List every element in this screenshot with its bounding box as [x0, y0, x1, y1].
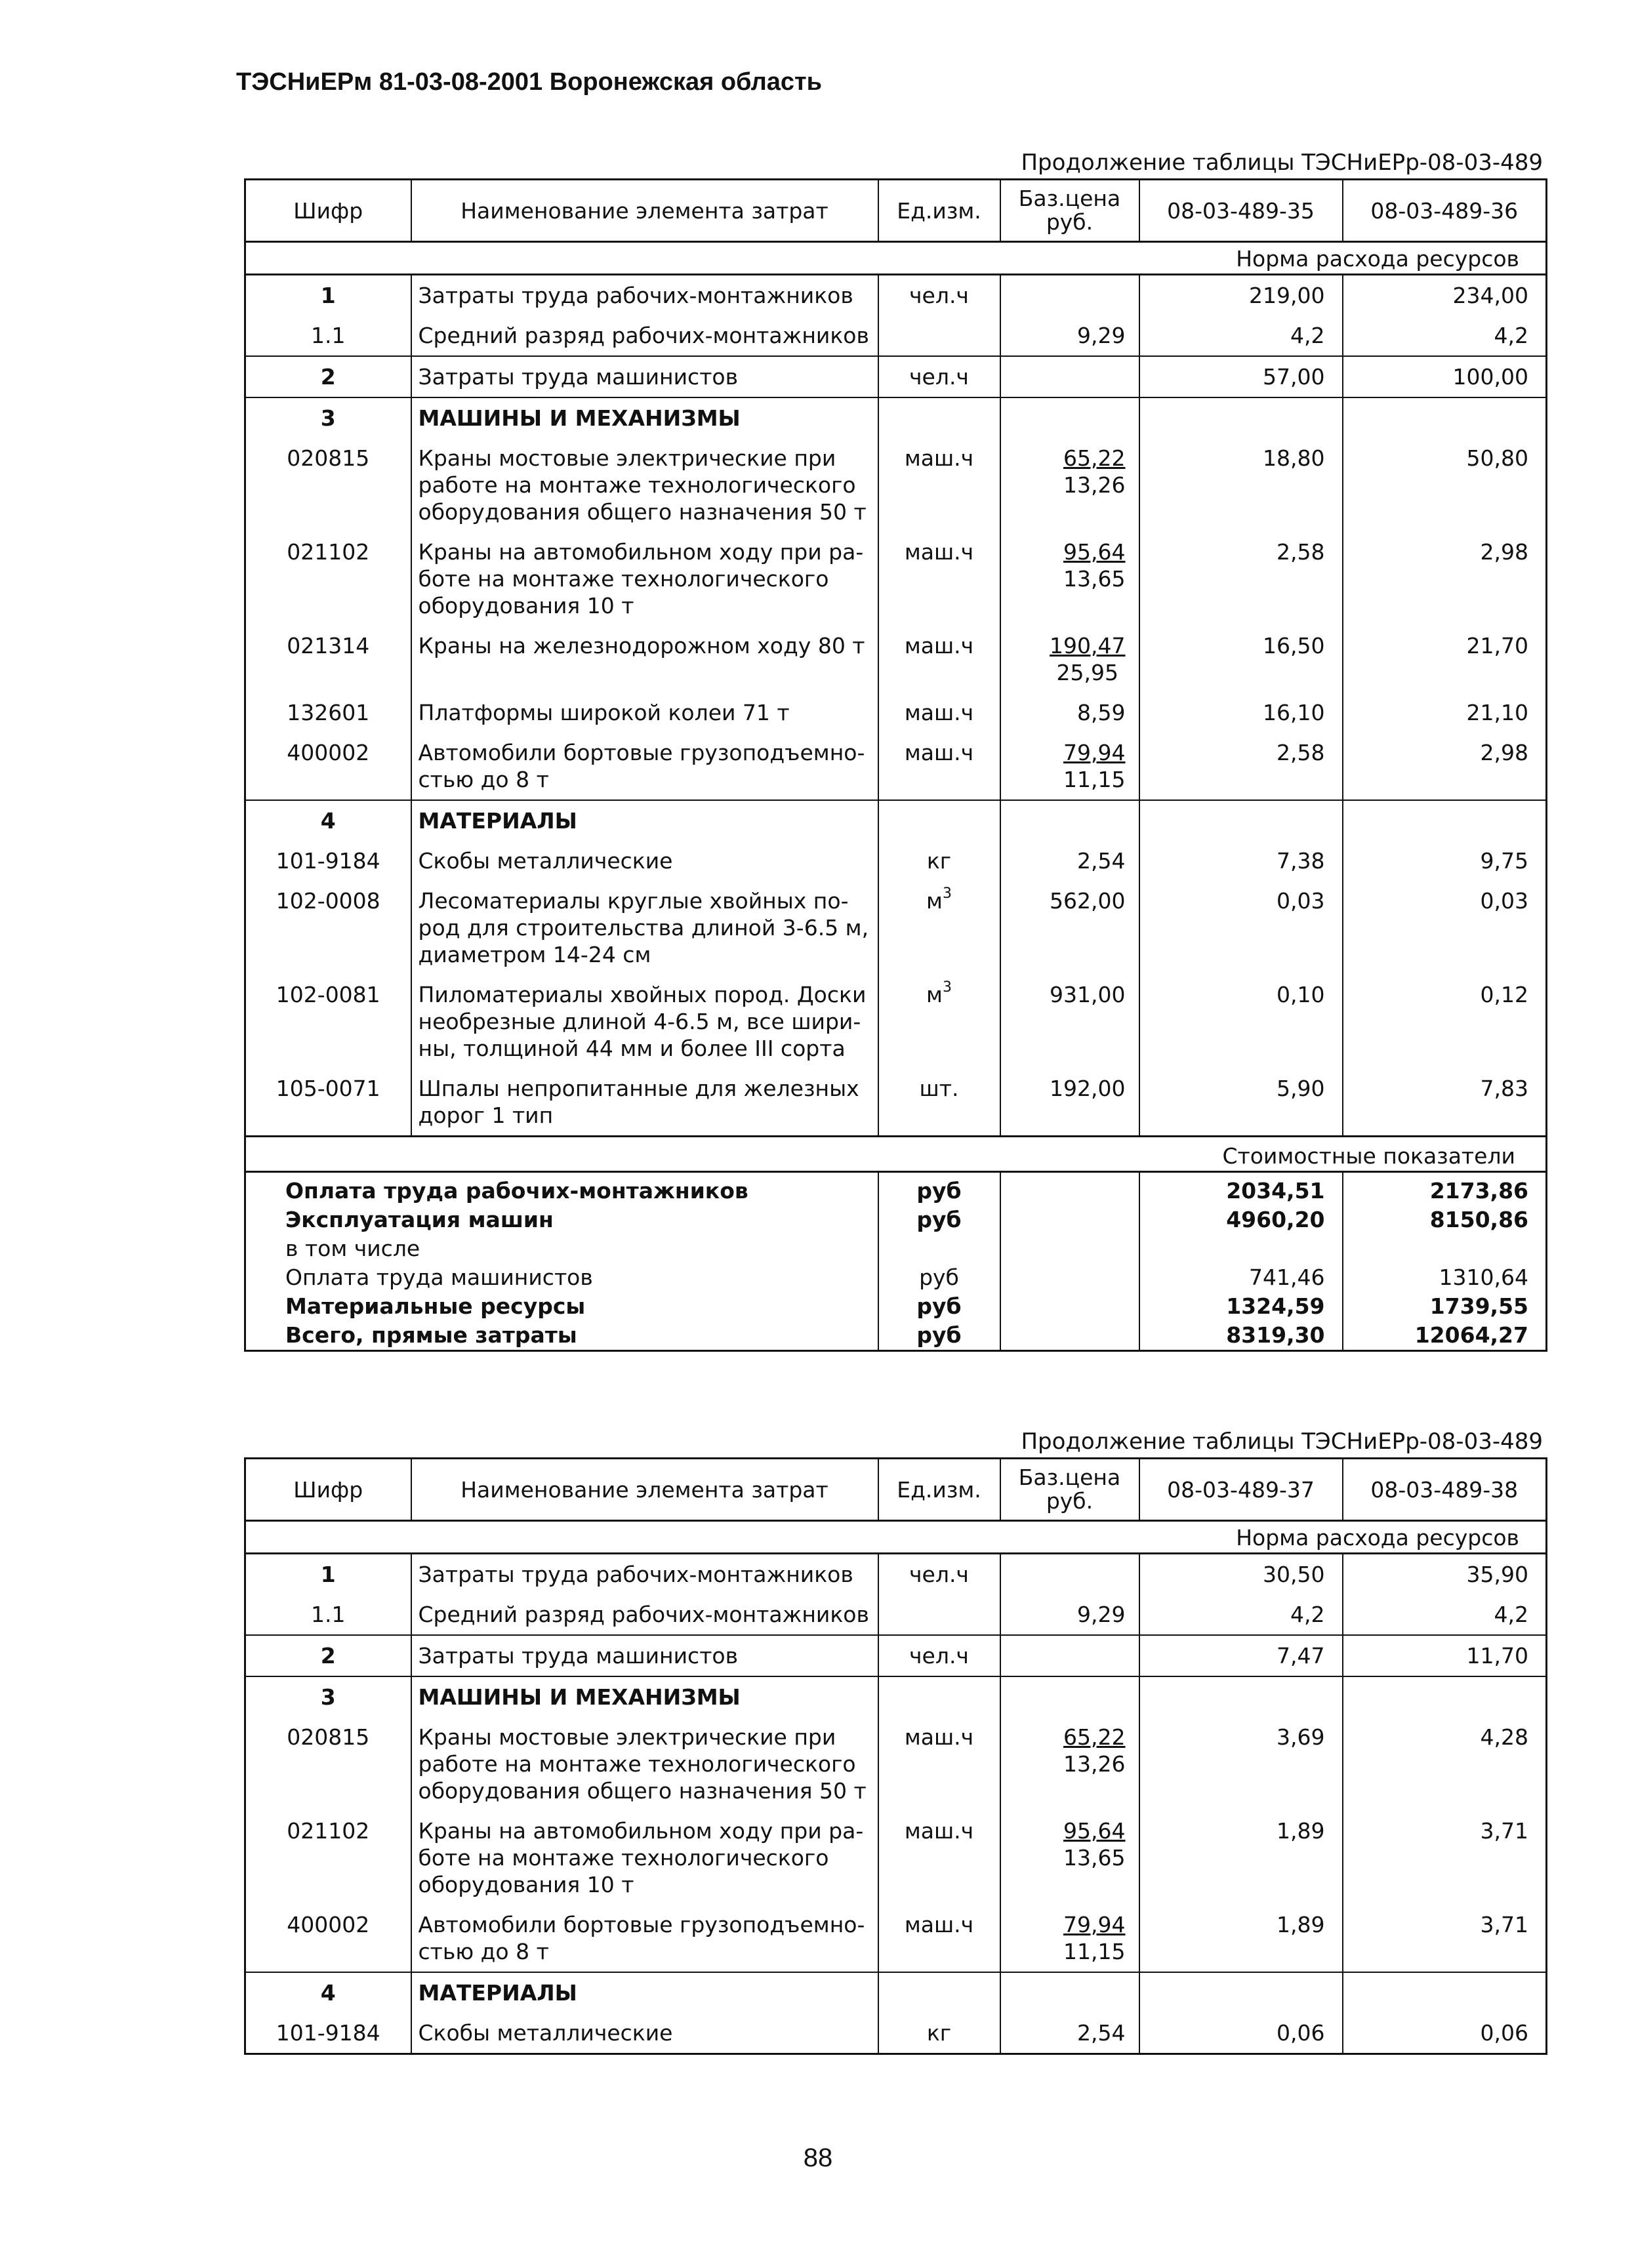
- column-header-norm-b: 08-03-489-38: [1343, 1459, 1547, 1521]
- row-code: 1.1: [245, 315, 411, 356]
- empty-cell: [1000, 1676, 1139, 1717]
- row-name: Лесоматериалы круглые хвойных по- род для строительства длиной 3-6.5 м, диаметром 14-24 см: [411, 881, 878, 975]
- norm-value-a: 2,58: [1139, 532, 1343, 626]
- cost-unit: руб: [878, 1172, 1000, 1206]
- cost-unit: руб: [878, 1292, 1000, 1321]
- norm-value-b: 0,06: [1343, 2013, 1547, 2054]
- price-total: 65,22: [1063, 445, 1126, 471]
- cost-row: [245, 1321, 1547, 1351]
- row-price: [1000, 356, 1139, 397]
- unit-text: кг: [926, 2020, 952, 2046]
- price-wage: 13,65: [1063, 1845, 1126, 1871]
- table-header-row: [245, 1459, 1547, 1521]
- column-header-norm-a: 08-03-489-37: [1139, 1459, 1343, 1521]
- row-name: Скобы металлические: [411, 2013, 878, 2054]
- empty-cell: [1000, 1234, 1139, 1263]
- row-name: Средний разряд рабочих-монтажников: [411, 315, 878, 356]
- empty-cell: [1000, 397, 1139, 438]
- unit-text: чел.ч: [909, 1643, 969, 1669]
- section-subheader-row: [245, 1521, 1547, 1554]
- norm-value-a: 18,80: [1139, 438, 1343, 532]
- row-price: [1000, 315, 1139, 356]
- price-wage: 11,15: [1063, 767, 1126, 792]
- column-header-code: Шифр: [245, 180, 411, 242]
- norm-value-b: 2,98: [1343, 532, 1547, 626]
- norm-value-b: 4,2: [1343, 315, 1547, 356]
- row-code: 101-9184: [245, 2013, 411, 2054]
- empty-cell: [1139, 397, 1343, 438]
- row-price: [1000, 2013, 1139, 2054]
- norm-value-a: 4,2: [1139, 315, 1343, 356]
- norm-table-1: [244, 178, 1547, 1352]
- norm-value-b: 11,70: [1343, 1635, 1547, 1676]
- row-code: 021102: [245, 1811, 411, 1905]
- price-wage: 13,26: [1063, 1751, 1126, 1777]
- column-header-name: Наименование элемента затрат: [411, 180, 878, 242]
- price-fraction: [1063, 1817, 1125, 1871]
- table-row: [245, 975, 1547, 1068]
- row-price: [1000, 975, 1139, 1068]
- column-header-price: [1000, 180, 1139, 242]
- table-row: [245, 1068, 1547, 1137]
- row-price: [1000, 1594, 1139, 1635]
- row-code: 105-0071: [245, 1068, 411, 1137]
- table-row: [245, 532, 1547, 626]
- row-code: 020815: [245, 1717, 411, 1811]
- empty-cell: [1343, 800, 1547, 841]
- empty-cell: [1000, 1292, 1139, 1321]
- resource-norm-subheader: Норма расхода ресурсов: [245, 242, 1547, 275]
- column-header-name: Наименование элемента затрат: [411, 1459, 878, 1521]
- row-unit: [878, 1554, 1000, 1595]
- empty-cell: [1000, 1972, 1139, 2013]
- cost-value-a: 2034,51: [1139, 1172, 1343, 1206]
- table-row: [245, 800, 1547, 841]
- section-title: МАШИНЫ И МЕХАНИЗМЫ: [411, 397, 878, 438]
- row-price: [1000, 1635, 1139, 1676]
- row-unit: [878, 1811, 1000, 1905]
- cost-name: Материальные ресурсы: [245, 1292, 878, 1321]
- table-row: [245, 626, 1547, 693]
- table-row: [245, 356, 1547, 397]
- empty-cell: [878, 397, 1000, 438]
- column-header-unit: Ед.изм.: [878, 1459, 1000, 1521]
- cost-row: [245, 1172, 1547, 1206]
- norm-table-2: [244, 1457, 1547, 2055]
- table-caption: Продолжение таблицы ТЭСНиЕРр-08-03-489: [1021, 150, 1543, 176]
- cost-row: [245, 1205, 1547, 1234]
- cost-subheader-row: [245, 1137, 1547, 1172]
- norm-value-b: 2,98: [1343, 733, 1547, 800]
- empty-cell: [878, 1676, 1000, 1717]
- cost-name: Всего, прямые затраты: [245, 1321, 878, 1351]
- table-body: [245, 1554, 1547, 2054]
- row-price: [1000, 1717, 1139, 1811]
- price-header-line2: руб.: [1046, 209, 1094, 235]
- norm-value-b: 0,12: [1343, 975, 1547, 1068]
- column-header-norm-a: 08-03-489-35: [1139, 180, 1343, 242]
- price-fraction: [1063, 538, 1125, 592]
- norm-value-a: 30,50: [1139, 1554, 1343, 1595]
- column-header-unit: Ед.изм.: [878, 180, 1000, 242]
- cost-unit: [878, 1234, 1000, 1263]
- unit-exponent: 3: [942, 885, 952, 902]
- norm-value-b: 4,2: [1343, 1594, 1547, 1635]
- row-code: 400002: [245, 733, 411, 800]
- norm-value-a: 3,69: [1139, 1717, 1343, 1811]
- row-unit: [878, 356, 1000, 397]
- unit-text: чел.ч: [909, 1562, 969, 1587]
- cost-value-b: 8150,86: [1343, 1205, 1547, 1234]
- table-row: [245, 733, 1547, 800]
- norm-value-a: 7,38: [1139, 841, 1343, 881]
- price-wage: 11,15: [1063, 1939, 1126, 1964]
- row-price: [1000, 1554, 1139, 1595]
- cost-row: [245, 1292, 1547, 1321]
- price-value: 2,54: [1077, 2020, 1126, 2046]
- empty-cell: [1000, 1172, 1139, 1206]
- empty-cell: [1000, 800, 1139, 841]
- row-name: Автомобили бортовые грузоподъемно- стью до 8 т: [411, 1905, 878, 1972]
- table-row: [245, 275, 1547, 316]
- empty-cell: [878, 800, 1000, 841]
- row-price: [1000, 438, 1139, 532]
- row-name: Пиломатериалы хвойных пород. Доски необрезные длиной 4-6.5 м, все шири- ны, толщиной 44 мм и более III сорта: [411, 975, 878, 1068]
- table-row: [245, 1811, 1547, 1905]
- norm-value-a: 57,00: [1139, 356, 1343, 397]
- norm-value-a: 7,47: [1139, 1635, 1343, 1676]
- norm-value-b: 7,83: [1343, 1068, 1547, 1137]
- empty-cell: [1343, 397, 1547, 438]
- cost-value-b: 1739,55: [1343, 1292, 1547, 1321]
- empty-cell: [1000, 1321, 1139, 1351]
- cost-value-b: 2173,86: [1343, 1172, 1547, 1206]
- row-price: [1000, 1905, 1139, 1972]
- cost-value-b: 1310,64: [1343, 1263, 1547, 1292]
- norm-value-b: 234,00: [1343, 275, 1547, 316]
- cost-name: в том числе: [245, 1234, 878, 1263]
- unit-text: маш.ч: [904, 445, 974, 471]
- row-unit: [878, 275, 1000, 316]
- row-name: Краны на автомобильном ходу при ра- боте на монтаже технологического оборудования 10 т: [411, 1811, 878, 1905]
- norm-value-b: 35,90: [1343, 1554, 1547, 1595]
- row-unit: [878, 733, 1000, 800]
- row-code: 102-0008: [245, 881, 411, 975]
- column-header-price: [1000, 1459, 1139, 1521]
- cost-row: [245, 1234, 1547, 1263]
- section-subheader-row: [245, 242, 1547, 275]
- row-price: [1000, 275, 1139, 316]
- cost-row: [245, 1263, 1547, 1292]
- cost-value-a: [1139, 1234, 1343, 1263]
- row-unit: [878, 1717, 1000, 1811]
- empty-cell: [878, 1972, 1000, 2013]
- cost-value-a: 8319,30: [1139, 1321, 1343, 1351]
- row-unit: [878, 975, 1000, 1068]
- row-unit: [878, 1635, 1000, 1676]
- row-unit: [878, 626, 1000, 693]
- table-body: [245, 275, 1547, 1137]
- price-fraction: [1063, 739, 1125, 793]
- norm-value-a: 0,03: [1139, 881, 1343, 975]
- table-row: [245, 1972, 1547, 2013]
- cost-name: Эксплуатация машин: [245, 1205, 878, 1234]
- column-header-norm-b: 08-03-489-36: [1343, 180, 1547, 242]
- table-row: [245, 1635, 1547, 1676]
- row-price: [1000, 693, 1139, 733]
- empty-cell: [1139, 1676, 1343, 1717]
- norm-value-a: 16,50: [1139, 626, 1343, 693]
- row-code: 021102: [245, 532, 411, 626]
- table-row: [245, 1717, 1547, 1811]
- row-unit: [878, 693, 1000, 733]
- row-unit: [878, 1594, 1000, 1635]
- row-unit: [878, 1905, 1000, 1972]
- table-caption: Продолжение таблицы ТЭСНиЕРр-08-03-489: [1021, 1428, 1543, 1455]
- table-row: [245, 438, 1547, 532]
- unit-exponent: 3: [942, 979, 952, 996]
- price-fraction: [1063, 1911, 1125, 1965]
- row-unit: [878, 881, 1000, 975]
- section-title: МАШИНЫ И МЕХАНИЗМЫ: [411, 1676, 878, 1717]
- empty-cell: [1139, 1972, 1343, 2013]
- row-name: Затраты труда машинистов: [411, 1635, 878, 1676]
- row-code: 2: [245, 356, 411, 397]
- row-price: [1000, 733, 1139, 800]
- row-name: Средний разряд рабочих-монтажников: [411, 1594, 878, 1635]
- norm-value-a: 0,10: [1139, 975, 1343, 1068]
- unit-text: маш.ч: [904, 539, 974, 565]
- unit-text: маш.ч: [904, 740, 974, 765]
- unit-text: чел.ч: [909, 283, 969, 308]
- norm-value-b: 3,71: [1343, 1811, 1547, 1905]
- norm-value-a: 219,00: [1139, 275, 1343, 316]
- table-row: [245, 881, 1547, 975]
- norm-value-b: 50,80: [1343, 438, 1547, 532]
- unit-text: шт.: [919, 1076, 959, 1101]
- norm-value-a: 16,10: [1139, 693, 1343, 733]
- norm-value-a: 5,90: [1139, 1068, 1343, 1137]
- row-name: Автомобили бортовые грузоподъемно- стью до 8 т: [411, 733, 878, 800]
- norm-value-a: 1,89: [1139, 1905, 1343, 1972]
- norm-value-a: 0,06: [1139, 2013, 1343, 2054]
- price-value: 8,59: [1077, 700, 1126, 725]
- cost-indicators-subheader: Стоимостные показатели: [245, 1137, 1547, 1172]
- row-price: [1000, 1068, 1139, 1137]
- row-code: 101-9184: [245, 841, 411, 881]
- row-unit: [878, 532, 1000, 626]
- row-name: Скобы металлические: [411, 841, 878, 881]
- price-value: 9,29: [1077, 1602, 1126, 1627]
- row-code: 1: [245, 275, 411, 316]
- price-value: 562,00: [1050, 888, 1126, 914]
- cost-value-a: 4960,20: [1139, 1205, 1343, 1234]
- price-total: 95,64: [1063, 539, 1126, 565]
- row-name: Краны на железнодорожном ходу 80 т: [411, 626, 878, 693]
- norm-value-b: 3,71: [1343, 1905, 1547, 1972]
- price-value: 192,00: [1050, 1076, 1126, 1101]
- cost-unit: руб: [878, 1321, 1000, 1351]
- unit-text: маш.ч: [904, 1912, 974, 1937]
- row-price: [1000, 626, 1139, 693]
- row-unit: [878, 438, 1000, 532]
- price-header-line1: Баз.цена: [1018, 186, 1121, 211]
- row-price: [1000, 532, 1139, 626]
- norm-value-b: 100,00: [1343, 356, 1547, 397]
- row-unit: [878, 1068, 1000, 1137]
- price-fraction: [1050, 632, 1125, 686]
- page-number: 88: [803, 2143, 833, 2172]
- cost-unit: руб: [878, 1263, 1000, 1292]
- row-name: Шпалы непропитанные для железных дорог 1 тип: [411, 1068, 878, 1137]
- price-value: 931,00: [1050, 982, 1126, 1007]
- price-total: 190,47: [1050, 633, 1126, 658]
- price-fraction: [1063, 1724, 1125, 1777]
- table-header-row: [245, 180, 1547, 242]
- price-wage: 25,95: [1056, 660, 1118, 685]
- price-value: 9,29: [1077, 323, 1126, 348]
- row-code: 132601: [245, 693, 411, 733]
- row-unit: [878, 2013, 1000, 2054]
- table-row: [245, 397, 1547, 438]
- table-row: [245, 315, 1547, 356]
- row-code: 4: [245, 1972, 411, 2013]
- cost-name: Оплата труда рабочих-монтажников: [245, 1172, 878, 1206]
- empty-cell: [1343, 1676, 1547, 1717]
- norm-value-b: 9,75: [1343, 841, 1547, 881]
- row-price: [1000, 881, 1139, 975]
- empty-cell: [1000, 1205, 1139, 1234]
- section-title: МАТЕРИАЛЫ: [411, 800, 878, 841]
- cost-value-a: 1324,59: [1139, 1292, 1343, 1321]
- table-row: [245, 1676, 1547, 1717]
- table-row: [245, 1905, 1547, 1972]
- row-name: Затраты труда машинистов: [411, 356, 878, 397]
- price-header-line2: руб.: [1046, 1488, 1094, 1514]
- row-code: 2: [245, 1635, 411, 1676]
- row-code: 4: [245, 800, 411, 841]
- price-value: 2,54: [1077, 848, 1126, 874]
- price-wage: 13,26: [1063, 472, 1126, 498]
- unit-text: м: [926, 982, 943, 1007]
- row-code: 1: [245, 1554, 411, 1595]
- column-header-code: Шифр: [245, 1459, 411, 1521]
- row-code: 102-0081: [245, 975, 411, 1068]
- page-header: ТЭСНиЕРм 81-03-08-2001 Воронежская область: [236, 68, 822, 96]
- price-total: 79,94: [1063, 740, 1126, 765]
- row-name: Краны мостовые электрические при работе на монтаже технологического оборудования общего назначения 50 т: [411, 438, 878, 532]
- section-title: МАТЕРИАЛЫ: [411, 1972, 878, 2013]
- unit-text: маш.ч: [904, 1724, 974, 1750]
- norm-value-a: 1,89: [1139, 1811, 1343, 1905]
- unit-text: маш.ч: [904, 1818, 974, 1844]
- cost-value-a: 741,46: [1139, 1263, 1343, 1292]
- unit-text: кг: [926, 848, 952, 874]
- table-row: [245, 2013, 1547, 2054]
- norm-value-a: 4,2: [1139, 1594, 1343, 1635]
- price-wage: 13,65: [1063, 566, 1126, 592]
- price-total: 95,64: [1063, 1818, 1126, 1844]
- unit-text: чел.ч: [909, 364, 969, 390]
- unit-text: м: [926, 888, 943, 914]
- price-total: 65,22: [1063, 1724, 1126, 1750]
- norm-value-b: 21,10: [1343, 693, 1547, 733]
- price-total: 79,94: [1063, 1912, 1126, 1937]
- empty-cell: [1000, 1263, 1139, 1292]
- row-code: 3: [245, 1676, 411, 1717]
- norm-value-b: 21,70: [1343, 626, 1547, 693]
- row-unit: [878, 841, 1000, 881]
- row-code: 021314: [245, 626, 411, 693]
- cost-unit: руб: [878, 1205, 1000, 1234]
- cost-value-b: [1343, 1234, 1547, 1263]
- cost-value-b: 12064,27: [1343, 1321, 1547, 1351]
- cost-body: [245, 1172, 1547, 1351]
- norm-value-a: 2,58: [1139, 733, 1343, 800]
- price-fraction: [1063, 445, 1125, 498]
- norm-value-b: 4,28: [1343, 1717, 1547, 1811]
- row-code: 400002: [245, 1905, 411, 1972]
- row-unit: [878, 315, 1000, 356]
- unit-text: маш.ч: [904, 633, 974, 658]
- row-name: Платформы широкой колеи 71 т: [411, 693, 878, 733]
- row-price: [1000, 841, 1139, 881]
- row-name: Краны на автомобильном ходу при ра- боте на монтаже технологического оборудования 10 т: [411, 532, 878, 626]
- empty-cell: [1139, 800, 1343, 841]
- table-row: [245, 1554, 1547, 1595]
- table-row: [245, 693, 1547, 733]
- cost-name: Оплата труда машинистов: [245, 1263, 878, 1292]
- row-code: 1.1: [245, 1594, 411, 1635]
- row-name: Краны мостовые электрические при работе на монтаже технологического оборудования общего назначения 50 т: [411, 1717, 878, 1811]
- table-row: [245, 1594, 1547, 1635]
- empty-cell: [1343, 1972, 1547, 2013]
- row-code: 3: [245, 397, 411, 438]
- table-row: [245, 841, 1547, 881]
- row-name: Затраты труда рабочих-монтажников: [411, 275, 878, 316]
- row-name: Затраты труда рабочих-монтажников: [411, 1554, 878, 1595]
- unit-text: маш.ч: [904, 700, 974, 725]
- norm-value-b: 0,03: [1343, 881, 1547, 975]
- row-code: 020815: [245, 438, 411, 532]
- row-price: [1000, 1811, 1139, 1905]
- price-header-line1: Баз.цена: [1018, 1465, 1121, 1490]
- resource-norm-subheader: Норма расхода ресурсов: [245, 1521, 1547, 1554]
